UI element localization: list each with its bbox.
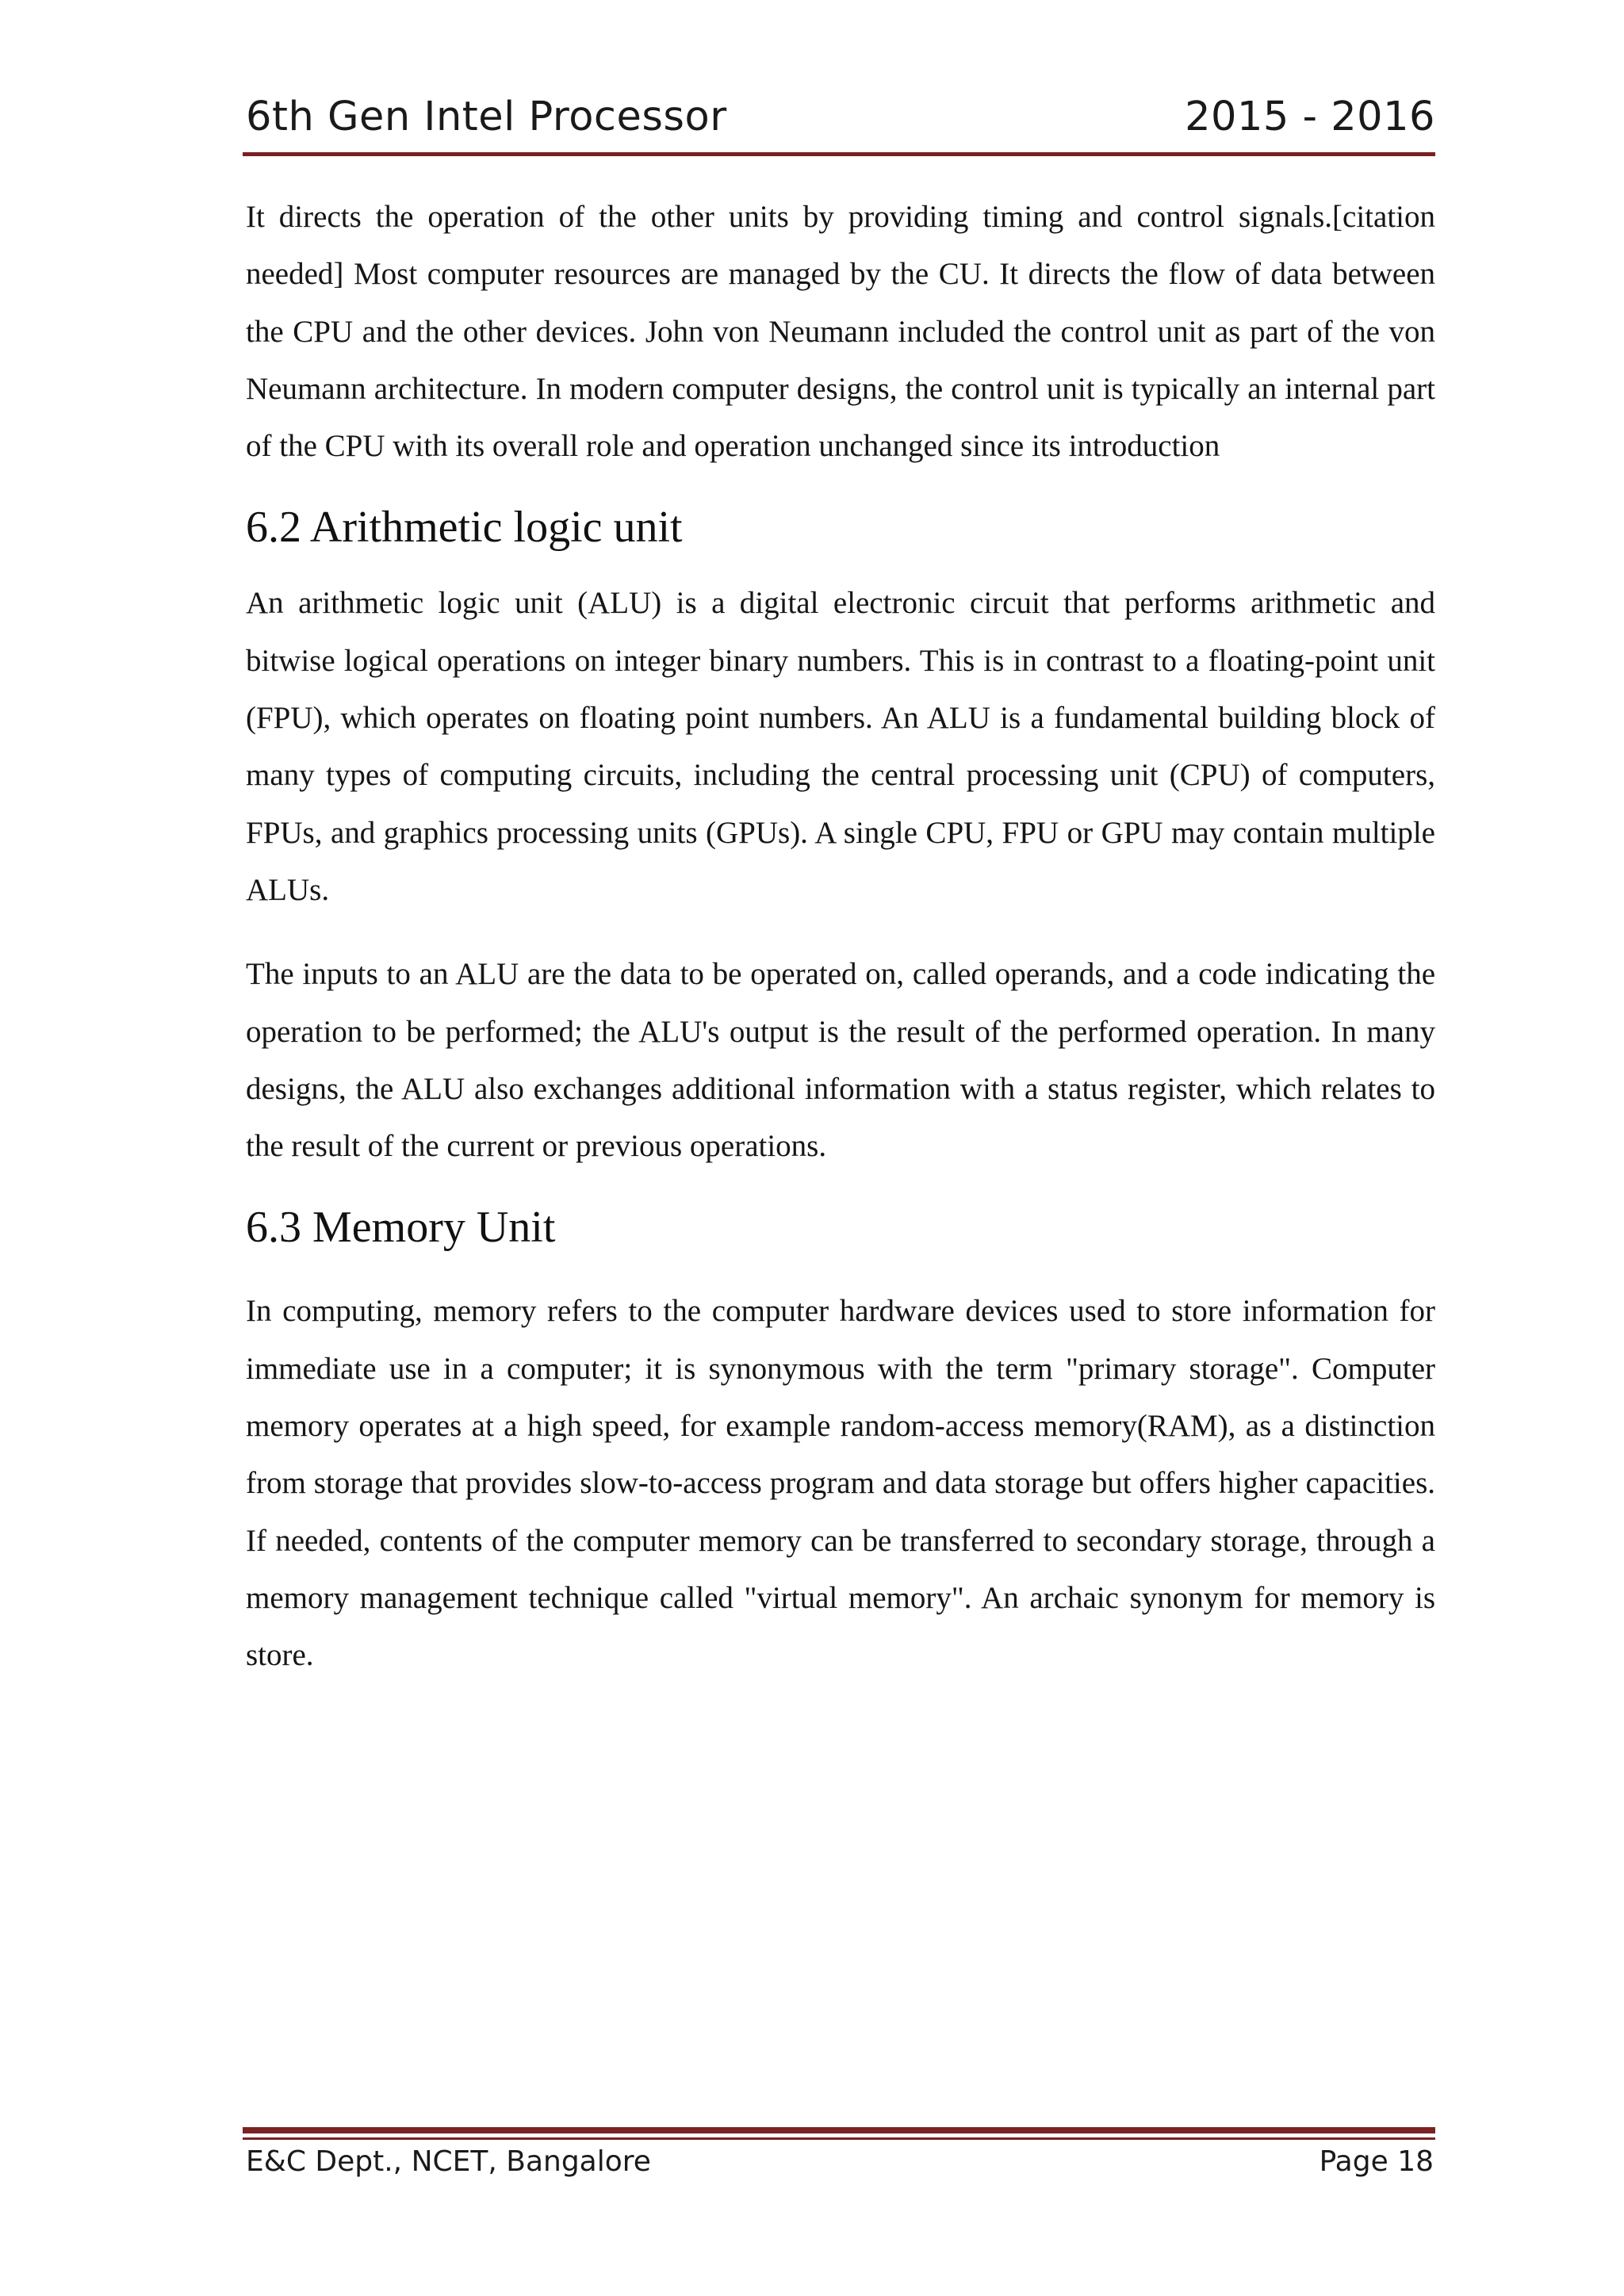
footer-page-number: Page 18 xyxy=(1319,2145,1434,2178)
paragraph-control-unit: It directs the operation of the other units by providing timing and control signals.[citation needed] Most computer resources are managed by the CU. It directs the flow of data between the CPU and the other devices. John von Neumann included the control unit as part of the von Neumann architecture. In modern computer designs, the control unit is typically an internal part of the CPU with its overall role and operation unchanged since its introduction xyxy=(246,200,1435,464)
page-content xyxy=(246,189,1435,1685)
page-footer xyxy=(246,2145,1434,2178)
paragraph-memory: In computing, memory refers to the computer hardware devices used to store information for immediate use in a computer; it is synonymous with the term "primary storage". Computer memory operates at a high speed, for example random-access memory(RAM), as a distinction from storage that provides slow-to-access program and data storage but offers higher capacities. If needed, contents of the computer memory can be transferred to secondary storage, through a memory management technique called "virtual memory". An archaic synonym for memory is store. xyxy=(246,1294,1435,1673)
header-year: 2015 - 2016 xyxy=(1185,94,1435,140)
paragraph-alu-intro: An arithmetic logic unit (ALU) is a digital electronic circuit that performs arithmetic and bitwise logical operations on integer binary numbers. This is in contrast to a floating-point unit (FPU), which operates on floating point numbers. An ALU is a fundamental building block of many types of computing circuits, including the central processing unit (CPU) of computers, FPUs, and graphics processing units (GPUs). A single CPU, FPU or GPU may contain multiple ALUs. xyxy=(246,586,1435,907)
header-title: 6th Gen Intel Processor xyxy=(246,94,727,140)
footer-rule-thin xyxy=(243,2137,1435,2140)
paragraph-alu-inputs: The inputs to an ALU are the data to be operated on, called operands, and a code indicating the operation to be performed; the ALU's output is the result of the performed operation. In many designs, the ALU also exchanges additional information with a status register, which relates to the result of the current or previous operations. xyxy=(246,957,1435,1164)
section-heading-memory: 6.3 Memory Unit xyxy=(246,1203,556,1253)
page-header xyxy=(246,94,1435,140)
section-heading-alu: 6.2 Arithmetic logic unit xyxy=(246,503,683,553)
footer-rule-thick xyxy=(243,2127,1435,2133)
footer-department: E&C Dept., NCET, Bangalore xyxy=(246,2145,651,2178)
header-rule xyxy=(243,152,1435,156)
